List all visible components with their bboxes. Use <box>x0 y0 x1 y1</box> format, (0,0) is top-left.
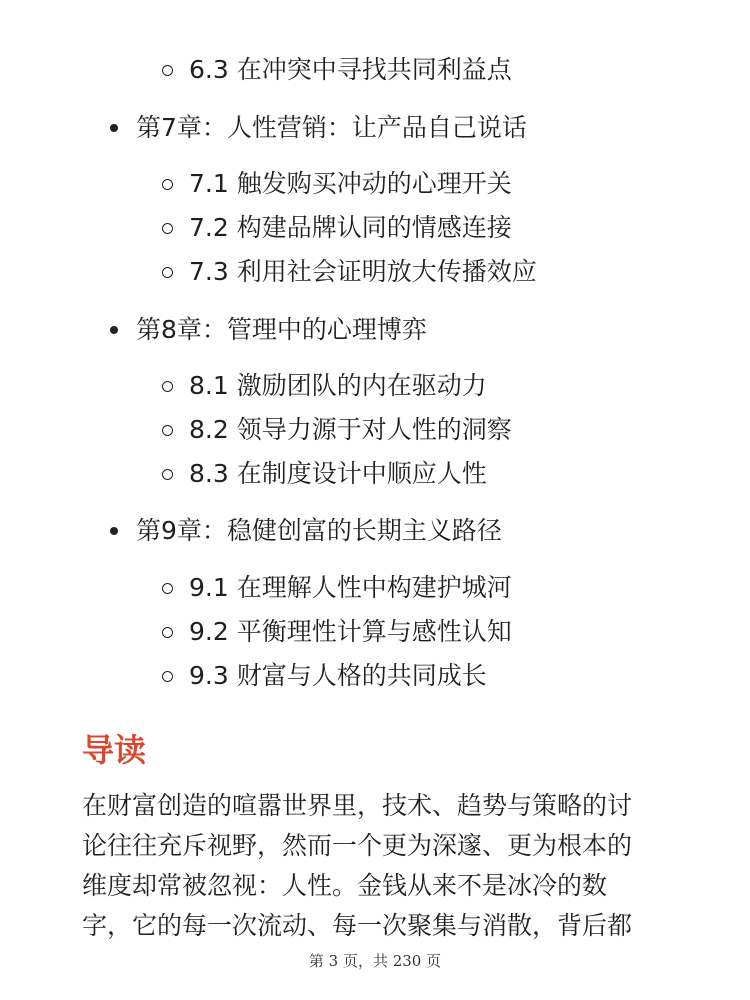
circle-bullet-icon <box>162 179 173 190</box>
dot-bullet-icon <box>110 326 118 334</box>
toc-chapter-9 <box>110 514 502 548</box>
intro-paragraph <box>82 786 672 946</box>
page-number: 第 3 页，共 230 页 <box>308 952 442 970</box>
toc-chapter-8 <box>110 313 427 347</box>
toc-item-label: 8.2 领导力源于对人性的洞察 <box>189 415 512 444</box>
paragraph-line: 论往往充斥视野，然而一个更为深邃、更为根本的 <box>82 831 633 860</box>
circle-bullet-icon <box>162 65 173 76</box>
toc-section-8-3 <box>162 457 487 491</box>
circle-bullet-icon <box>162 583 173 594</box>
toc-item-label: 7.1 触发购买冲动的心理开关 <box>189 169 512 198</box>
toc-section-7-3 <box>162 255 537 289</box>
circle-bullet-icon <box>162 267 173 278</box>
toc-item-label: 第7章：人性营销：让产品自己说话 <box>136 113 527 142</box>
circle-bullet-icon <box>162 469 173 480</box>
toc-section-6-3 <box>162 53 512 87</box>
toc-item-label: 9.3 财富与人格的共同成长 <box>189 661 487 690</box>
circle-bullet-icon <box>162 381 173 392</box>
toc-item-label: 第9章：稳健创富的长期主义路径 <box>136 516 502 545</box>
toc-chapter-7 <box>110 111 527 145</box>
toc-item-label: 第8章：管理中的心理博弈 <box>136 315 427 344</box>
toc-section-9-2 <box>162 615 512 649</box>
toc-item-label: 7.2 构建品牌认同的情感连接 <box>189 213 512 242</box>
circle-bullet-icon <box>162 425 173 436</box>
toc-item-label: 6.3 在冲突中寻找共同利益点 <box>189 55 512 84</box>
paragraph-line: 维度却常被忽视：人性。金钱从来不是冰冷的数 <box>82 871 608 900</box>
dot-bullet-icon <box>110 527 118 535</box>
circle-bullet-icon <box>162 223 173 234</box>
toc-section-9-3 <box>162 659 487 693</box>
paragraph-line: 在财富创造的喧嚣世界里，技术、趋势与策略的讨 <box>82 791 633 820</box>
toc-section-7-2 <box>162 211 512 245</box>
section-heading: 导读 <box>82 731 147 769</box>
toc-item-label: 8.1 激励团队的内在驱动力 <box>189 371 487 400</box>
toc-item-label: 9.2 平衡理性计算与感性认知 <box>189 617 512 646</box>
toc-item-label: 7.3 利用社会证明放大传播效应 <box>189 257 537 286</box>
toc-section-9-1 <box>162 571 512 605</box>
toc-section-7-1 <box>162 167 512 201</box>
toc-section-8-2 <box>162 413 512 447</box>
circle-bullet-icon <box>162 627 173 638</box>
toc-section-8-1 <box>162 369 487 403</box>
toc-item-label: 8.3 在制度设计中顺应人性 <box>189 459 487 488</box>
toc-item-label: 9.1 在理解人性中构建护城河 <box>189 573 512 602</box>
circle-bullet-icon <box>162 671 173 682</box>
dot-bullet-icon <box>110 124 118 132</box>
paragraph-line: 字，它的每一次流动、每一次聚集与消散，背后都 <box>82 911 633 940</box>
